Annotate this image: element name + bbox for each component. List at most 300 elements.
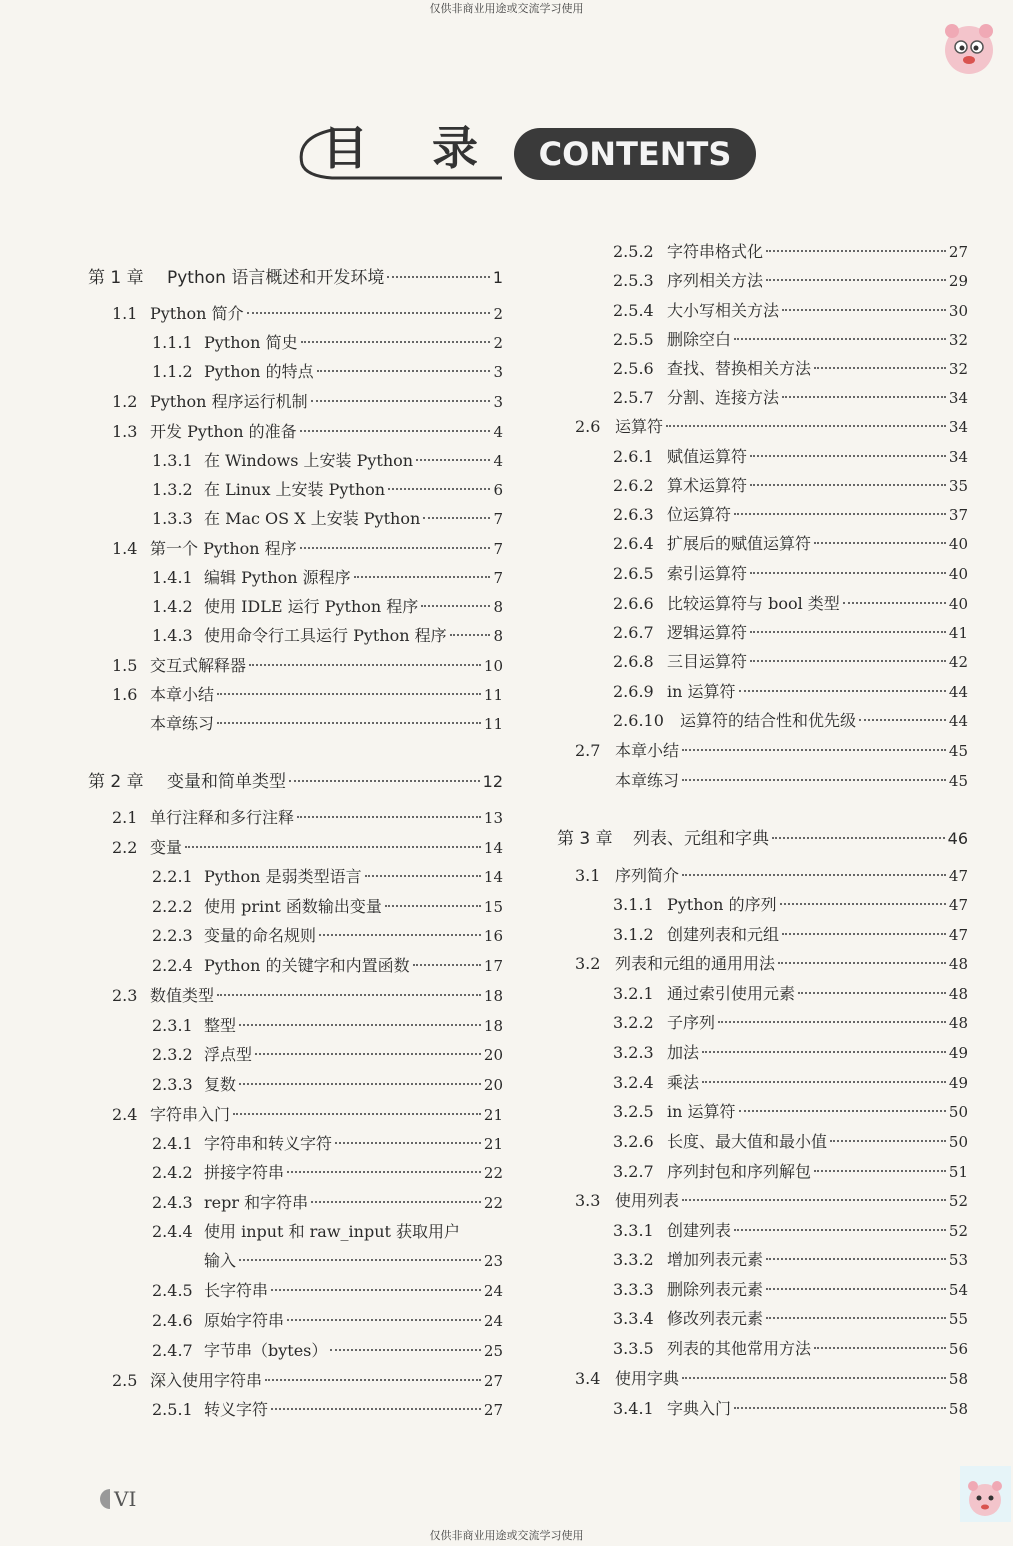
entry-page: 44	[948, 683, 968, 701]
toc-entry[interactable]	[667, 1160, 968, 1184]
toc-entry[interactable]	[204, 1014, 503, 1038]
toc-entry[interactable]	[615, 952, 968, 976]
toc-entry[interactable]	[667, 650, 968, 674]
entry-title: Python 的特点	[204, 362, 314, 381]
right-entry-number: 2.6.1	[613, 447, 654, 466]
right-entry-number: 2.6	[575, 417, 601, 436]
right-entry-number: 3.4.1	[613, 1399, 654, 1418]
toc-entry[interactable]	[204, 1309, 503, 1333]
right-entry-number: 3.1.1	[613, 895, 654, 914]
left-entry-number: 1.3.1	[152, 451, 193, 470]
entry-page: 51	[948, 1163, 968, 1181]
left-entry-number: 1.1	[112, 304, 138, 323]
left-entry-number: 1.6	[112, 685, 138, 704]
leader-dots	[750, 631, 946, 633]
leader-dots	[682, 874, 946, 876]
entry-page: 2	[493, 305, 503, 323]
entry-page: 52	[948, 1192, 968, 1210]
entry-title: 查找、替换相关方法	[667, 359, 812, 378]
entry-title: 序列相关方法	[667, 271, 764, 290]
leader-dots	[300, 547, 491, 549]
left-entry-number: 2.3.1	[152, 1016, 193, 1035]
toc-entry[interactable]	[204, 1398, 503, 1422]
entry-title: 原始字符串	[204, 1311, 285, 1330]
leader-dots	[217, 994, 481, 996]
chapter-entry[interactable]	[167, 265, 503, 291]
toc-entry[interactable]	[667, 1307, 968, 1331]
entry-title: 索引运算符	[667, 564, 748, 583]
leader-dots	[702, 1051, 946, 1053]
entry-page: 29	[948, 272, 968, 290]
toc-entry[interactable]	[204, 1132, 503, 1156]
toc-entry[interactable]	[615, 769, 968, 793]
leader-dots	[319, 934, 481, 936]
toc-entry[interactable]	[667, 592, 968, 616]
entry-title: 运算符的结合性和优先级	[680, 711, 857, 730]
title-english: CONTENTS	[514, 128, 756, 180]
leader-dots	[782, 309, 946, 311]
contents-title	[292, 118, 762, 188]
entry-title: 交互式解释器	[150, 656, 247, 675]
toc-entry[interactable]	[667, 357, 968, 381]
entry-page: 20	[483, 1076, 503, 1094]
entry-title: repr 和字符串	[204, 1193, 309, 1212]
leader-dots	[859, 719, 946, 721]
left-entry-number: 2.4.6	[152, 1311, 193, 1330]
entry-page: 24	[483, 1282, 503, 1300]
leader-dots	[702, 1081, 946, 1083]
right-entry-number: 2.6.7	[613, 623, 654, 642]
entry-page: 22	[483, 1194, 503, 1212]
toc-entry[interactable]	[150, 683, 503, 707]
toc-entry[interactable]	[667, 562, 968, 586]
entry-page: 48	[948, 955, 968, 973]
leader-dots	[718, 1021, 946, 1023]
entry-page: 27	[483, 1372, 503, 1390]
entry-page: 21	[483, 1106, 503, 1124]
entry-page: 23	[483, 1252, 503, 1270]
toc-entry[interactable]	[204, 1339, 503, 1363]
mascot-icon	[940, 22, 998, 74]
leader-dots	[354, 576, 491, 578]
entry-page: 11	[483, 686, 503, 704]
toc-entry[interactable]	[204, 1279, 503, 1303]
entry-page: 32	[948, 331, 968, 349]
entry-page: 20	[483, 1046, 503, 1064]
left-entry-number: 1.4.3	[152, 626, 193, 645]
left-entry-number: 2.2.4	[152, 956, 193, 975]
leader-dots	[780, 903, 946, 905]
right-entry-number: 2.5.3	[613, 271, 654, 290]
entry-page: 53	[948, 1251, 968, 1269]
leader-dots	[255, 1053, 481, 1055]
leader-dots	[814, 1170, 946, 1172]
entry-title: 变量和简单类型	[167, 772, 286, 792]
left-entry-number: 2.2.3	[152, 926, 193, 945]
leader-dots	[413, 964, 481, 966]
left-entry-number: 1.3	[112, 422, 138, 441]
entry-page: 12	[482, 772, 503, 791]
toc-entry[interactable]	[667, 1248, 968, 1272]
toc-entry[interactable]	[204, 1220, 503, 1244]
leader-dots	[682, 779, 946, 781]
toc-entry[interactable]	[204, 449, 503, 473]
right-entry-number: 3.3.4	[613, 1309, 654, 1328]
entry-title: 位运算符	[667, 505, 732, 524]
toc-entry[interactable]	[150, 984, 503, 1008]
entry-page: 45	[948, 772, 968, 790]
entry-title: 编辑 Python 源程序	[204, 568, 351, 587]
leader-dots	[247, 312, 491, 314]
entry-title: 比较运算符与 bool 类型	[667, 594, 840, 613]
left-entry-number: 2.5.1	[152, 1400, 193, 1419]
entry-title: 深入使用字符串	[150, 1371, 263, 1390]
right-entry-number: 3.3.5	[613, 1339, 654, 1358]
toc-entry[interactable]	[204, 895, 503, 919]
leader-dots	[297, 816, 481, 818]
leader-dots	[385, 905, 481, 907]
right-entry-number: 3.2.3	[613, 1043, 654, 1062]
toc-entry[interactable]	[150, 836, 503, 860]
entry-page: 3	[493, 363, 503, 381]
page-number: VI	[114, 1487, 137, 1511]
entry-title: 字符串入门	[150, 1105, 231, 1124]
entry-page: 54	[948, 1281, 968, 1299]
entry-page: 50	[948, 1103, 968, 1121]
entry-title: 输入	[204, 1251, 237, 1270]
toc-entry[interactable]	[680, 709, 968, 733]
left-entry-number: 2.2.1	[152, 867, 193, 886]
entry-page: 42	[948, 653, 968, 671]
watermark-top: 仅供非商业用途或交流学习使用	[429, 2, 584, 15]
entry-title: 长度、最大值和最小值	[667, 1132, 828, 1151]
entry-page: 41	[948, 624, 968, 642]
entry-title: 第一个 Python 程序	[150, 539, 297, 558]
toc-entry[interactable]	[615, 1367, 968, 1391]
left-entry-number: 1.1.2	[152, 362, 193, 381]
entry-title: 赋值运算符	[667, 447, 748, 466]
toc-entry[interactable]	[150, 420, 503, 444]
right-entry-number: 3.2	[575, 954, 601, 973]
leader-dots	[782, 933, 946, 935]
toc-entry[interactable]	[667, 1278, 968, 1302]
entry-title: 变量的命名规则	[204, 926, 317, 945]
entry-page: 8	[493, 598, 503, 616]
leader-dots	[301, 341, 491, 343]
toc-entry[interactable]	[204, 360, 503, 384]
toc-entry[interactable]	[150, 654, 503, 678]
entry-title: Python 语言概述和开发环境	[167, 268, 385, 288]
chapter-entry[interactable]	[633, 826, 968, 852]
right-entry-number: 2.6.5	[613, 564, 654, 583]
toc-entry[interactable]	[204, 507, 503, 531]
leader-dots	[233, 1113, 481, 1115]
right-entry-number: 2.5.7	[613, 388, 654, 407]
entry-page: 24	[483, 1312, 503, 1330]
leader-dots	[682, 749, 946, 751]
entry-title: 开发 Python 的准备	[150, 422, 297, 441]
toc-entry[interactable]	[667, 269, 968, 293]
toc-entry[interactable]	[667, 474, 968, 498]
entry-page: 25	[483, 1342, 503, 1360]
toc-entry[interactable]	[667, 621, 968, 645]
left-entry-number: 2.3.3	[152, 1075, 193, 1094]
left-entry-number: 2.1	[112, 808, 138, 827]
entry-title: 创建列表	[667, 1221, 732, 1240]
toc-entry[interactable]	[667, 1011, 968, 1035]
toc-entry[interactable]	[150, 390, 503, 414]
entry-title: 单行注释和多行注释	[150, 808, 295, 827]
right-entry-number: 3.2.4	[613, 1073, 654, 1092]
toc-entry[interactable]	[150, 537, 503, 561]
entry-page: 14	[483, 839, 503, 857]
toc-entry[interactable]	[150, 1369, 503, 1393]
entry-page: 58	[948, 1370, 968, 1388]
left-entry-number: 第 1 章	[88, 268, 144, 288]
leader-dots	[734, 338, 946, 340]
toc-entry[interactable]	[204, 624, 503, 648]
left-entry-number: 1.5	[112, 656, 138, 675]
leader-dots	[387, 276, 489, 278]
watermark-bottom: 仅供非商业用途或交流学习使用	[429, 1529, 584, 1542]
toc-entry[interactable]	[667, 532, 968, 556]
leader-dots	[750, 484, 946, 486]
toc-entry[interactable]	[667, 386, 968, 410]
entry-title: 本章小结	[615, 741, 680, 760]
toc-entry[interactable]	[667, 893, 968, 917]
toc-entry[interactable]	[615, 1189, 968, 1213]
entry-title: 本章小结	[150, 685, 215, 704]
toc-entry[interactable]	[667, 1100, 968, 1124]
leader-dots	[423, 517, 490, 519]
entry-page: 17	[483, 957, 503, 975]
entry-page: 45	[948, 742, 968, 760]
left-entry-number: 2.3	[112, 986, 138, 1005]
entry-page: 27	[483, 1401, 503, 1419]
entry-page: 27	[948, 243, 968, 261]
leader-dots	[289, 780, 480, 782]
right-entry-number: 3.2.7	[613, 1162, 654, 1181]
entry-title: 整型	[204, 1016, 237, 1035]
entry-title: 删除空白	[667, 330, 732, 349]
toc-entry[interactable]	[204, 1249, 503, 1273]
entry-title: 使用列表	[615, 1191, 680, 1210]
entry-page: 40	[948, 535, 968, 553]
entry-title: 变量	[150, 838, 183, 857]
left-entry-number: 2.4.5	[152, 1281, 193, 1300]
entry-title: 三目运算符	[667, 652, 748, 671]
toc-entry[interactable]	[667, 680, 968, 704]
toc-entry[interactable]	[150, 302, 503, 326]
right-entry-number: 3.2.2	[613, 1013, 654, 1032]
leader-dots	[766, 1317, 946, 1319]
toc-entry[interactable]	[204, 1161, 503, 1185]
entry-page: 15	[483, 898, 503, 916]
left-entry-number: 1.4.2	[152, 597, 193, 616]
entry-title: 序列封包和序列解包	[667, 1162, 812, 1181]
right-entry-number: 3.3.2	[613, 1250, 654, 1269]
entry-page: 55	[948, 1310, 968, 1328]
entry-page: 11	[483, 715, 503, 733]
toc-entry[interactable]	[667, 328, 968, 352]
leader-dots	[287, 1319, 481, 1321]
entry-page: 40	[948, 595, 968, 613]
toc-entry[interactable]	[150, 1103, 503, 1127]
entry-title: 增加列表元素	[667, 1250, 764, 1269]
entry-page: 14	[483, 868, 503, 886]
entry-page: 34	[948, 448, 968, 466]
leader-dots	[843, 602, 946, 604]
entry-title: 逻辑运算符	[667, 623, 748, 642]
right-entry-number: 2.6.8	[613, 652, 654, 671]
entry-title: 本章练习	[615, 771, 680, 790]
mascot-bottom-icon	[958, 1464, 1013, 1524]
toc-entry[interactable]	[667, 1219, 968, 1243]
right-entry-number: 2.6.2	[613, 476, 654, 495]
toc-entry[interactable]	[615, 864, 968, 888]
right-entry-number: 3.3.3	[613, 1280, 654, 1299]
entry-page: 22	[483, 1164, 503, 1182]
entry-page: 32	[948, 360, 968, 378]
toc-entry[interactable]	[667, 1130, 968, 1154]
toc-entry[interactable]	[150, 712, 503, 736]
right-entry-number: 2.6.4	[613, 534, 654, 553]
chapter-entry[interactable]	[167, 769, 503, 795]
toc-entry[interactable]	[204, 1043, 503, 1067]
toc-entry[interactable]	[204, 1073, 503, 1097]
entry-title: 使用 input 和 raw_input 获取用户	[204, 1222, 461, 1241]
left-entry-number: 2.4	[112, 1105, 138, 1124]
entry-title: 复数	[204, 1075, 237, 1094]
entry-title: 删除列表元素	[667, 1280, 764, 1299]
entry-title: Python 简介	[150, 304, 244, 323]
toc-entry[interactable]	[667, 982, 968, 1006]
leader-dots	[739, 690, 946, 692]
toc-entry[interactable]	[667, 1397, 968, 1421]
entry-title: 列表和元组的通用用法	[615, 954, 776, 973]
entry-title: 浮点型	[204, 1045, 253, 1064]
page-folio	[100, 1487, 136, 1511]
entry-page: 3	[493, 393, 503, 411]
title-char-lu: 录	[432, 121, 478, 175]
leader-dots	[814, 1347, 946, 1349]
entry-title: in 运算符	[667, 1102, 736, 1121]
toc-entry[interactable]	[204, 1191, 503, 1215]
leader-dots	[265, 1379, 481, 1381]
entry-title: 列表的其他常用方法	[667, 1339, 812, 1358]
entry-title: 分割、连接方法	[667, 388, 780, 407]
leader-dots	[778, 962, 946, 964]
right-entry-number: 3.3	[575, 1191, 601, 1210]
entry-title: 在 Mac OS X 上安装 Python	[204, 509, 421, 528]
right-entry-number: 3.2.6	[613, 1132, 654, 1151]
toc-entry[interactable]	[667, 1071, 968, 1095]
right-entry-number: 2.6.9	[613, 682, 654, 701]
leader-dots	[217, 693, 481, 695]
leader-dots	[185, 846, 481, 848]
leader-dots	[814, 542, 946, 544]
entry-page: 16	[483, 927, 503, 945]
entry-title: 列表、元组和字典	[633, 829, 769, 849]
entry-page: 21	[483, 1135, 503, 1153]
leader-dots	[271, 1289, 481, 1291]
toc-entry[interactable]	[150, 806, 503, 830]
toc-entry[interactable]	[204, 566, 503, 590]
entry-page: 40	[948, 565, 968, 583]
leader-dots	[734, 513, 946, 515]
leader-dots	[750, 660, 946, 662]
toc-entry[interactable]	[667, 923, 968, 947]
entry-title: 字符串格式化	[667, 242, 764, 261]
toc-entry[interactable]	[204, 954, 503, 978]
entry-title: 数值类型	[150, 986, 215, 1005]
leader-dots	[734, 1229, 946, 1231]
entry-title: in 运算符	[667, 682, 736, 701]
toc-entry[interactable]	[667, 503, 968, 527]
entry-title: 修改列表元素	[667, 1309, 764, 1328]
entry-title: 字节串（bytes）	[204, 1341, 328, 1360]
entry-title: 拼接字符串	[204, 1163, 285, 1182]
leader-dots	[388, 488, 490, 490]
toc-entry[interactable]	[667, 299, 968, 323]
entry-title: Python 是弱类型语言	[204, 867, 362, 886]
entry-page: 6	[493, 481, 503, 499]
toc-entry[interactable]	[667, 1337, 968, 1361]
toc-entry[interactable]	[204, 595, 503, 619]
toc-entry[interactable]	[204, 331, 503, 355]
leader-dots	[421, 605, 490, 607]
entry-page: 47	[948, 896, 968, 914]
right-entry-number: 2.5.5	[613, 330, 654, 349]
entry-title: Python 的序列	[667, 895, 777, 914]
toc-entry[interactable]	[204, 924, 503, 948]
leader-dots	[734, 1407, 946, 1409]
entry-title: 字典入门	[667, 1399, 732, 1418]
leader-dots	[416, 459, 490, 461]
leader-dots	[330, 1349, 481, 1351]
right-entry-number: 2.5.2	[613, 242, 654, 261]
entry-page: 47	[948, 926, 968, 944]
toc-entry[interactable]	[615, 415, 968, 439]
leader-dots	[311, 1201, 481, 1203]
leader-dots	[239, 1083, 481, 1085]
entry-page: 4	[493, 452, 503, 470]
right-entry-number: 2.5.6	[613, 359, 654, 378]
entry-page: 49	[948, 1044, 968, 1062]
toc-entry[interactable]	[667, 240, 968, 264]
leader-dots	[365, 875, 481, 877]
entry-title: 本章练习	[150, 714, 215, 733]
toc-entry[interactable]	[667, 445, 968, 469]
leader-dots	[271, 1408, 481, 1410]
entry-title: Python 程序运行机制	[150, 392, 308, 411]
left-entry-number: 2.5	[112, 1371, 138, 1390]
entry-title: 使用 print 函数输出变量	[204, 897, 382, 916]
entry-title: 序列简介	[615, 866, 680, 885]
left-entry-number: 2.4.1	[152, 1134, 193, 1153]
entry-title: Python 简史	[204, 333, 298, 352]
leader-dots	[766, 250, 946, 252]
toc-entry[interactable]	[615, 739, 968, 763]
entry-title: 算术运算符	[667, 476, 748, 495]
entry-title: 字符串和转义字符	[204, 1134, 333, 1153]
entry-page: 34	[948, 389, 968, 407]
entry-page: 52	[948, 1222, 968, 1240]
toc-entry[interactable]	[204, 478, 503, 502]
right-entry-number: 3.1.2	[613, 925, 654, 944]
toc-entry[interactable]	[667, 1041, 968, 1065]
toc-entry[interactable]	[204, 865, 503, 889]
